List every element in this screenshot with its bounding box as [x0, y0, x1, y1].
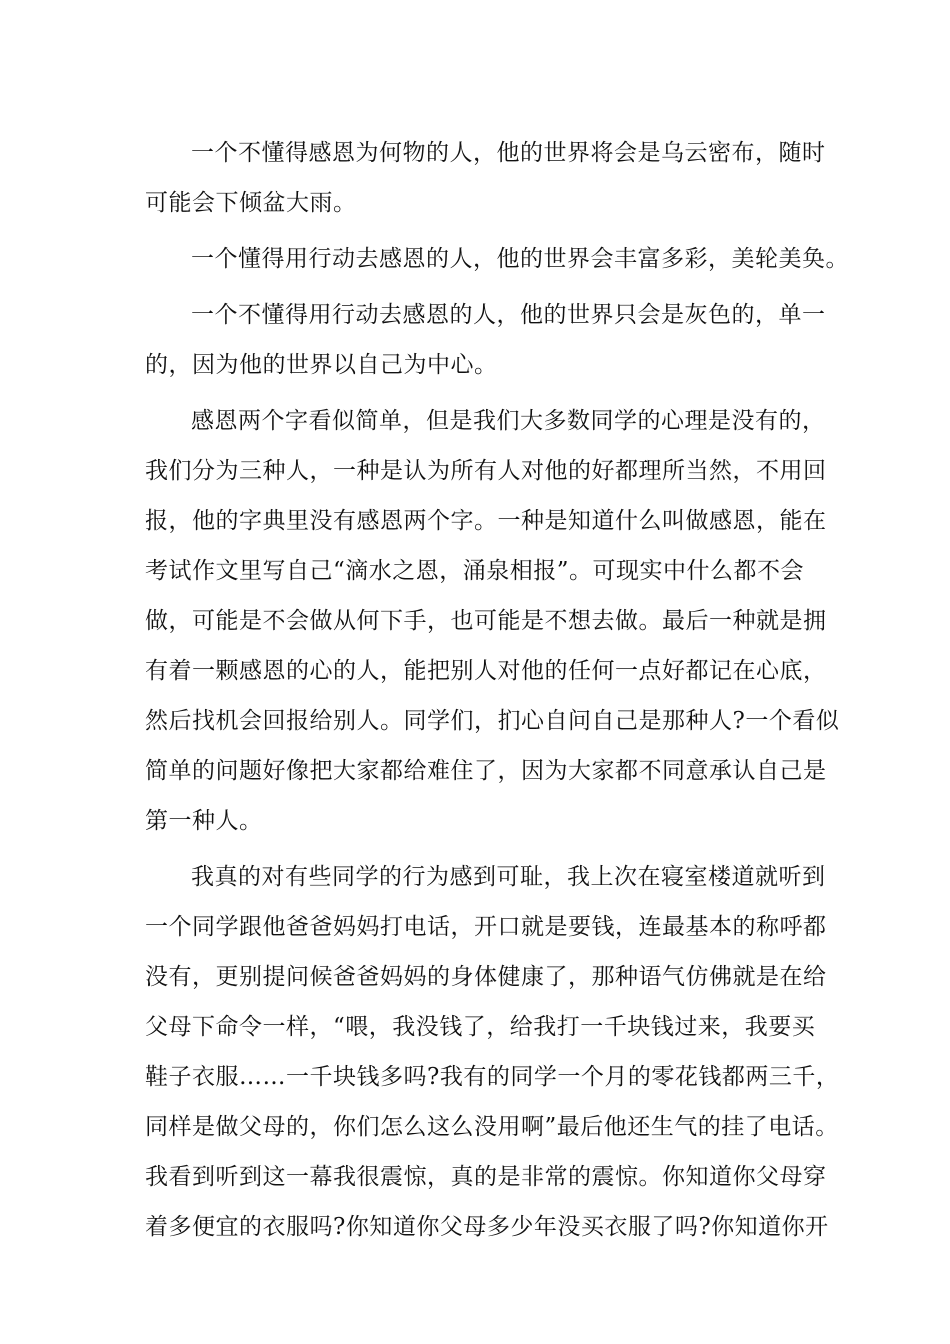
paragraph-line: 没有，更别提问候爸爸妈妈的身体健康了，那种语气仿佛就是在给	[145, 964, 827, 990]
paragraph-4	[145, 396, 840, 846]
paragraph-2	[145, 234, 849, 284]
paragraph-line: 父母下命令一样，“喂，我没钱了，给我打一千块钱过来，我要买	[145, 1014, 816, 1040]
paragraph-line: 我看到听到这一幕我很震惊，真的是非常的震惊。你知道你父母穿	[145, 1164, 827, 1190]
paragraph-line: 的，因为他的世界以自己为中心。	[145, 352, 498, 378]
paragraph-line: 我真的对有些同学的行为感到可耻，我上次在寝室楼道就听到	[191, 864, 826, 890]
paragraph-line: 一个同学跟他爸爸妈妈打电话，开口就是要钱，连最基本的称呼都	[145, 914, 827, 940]
paragraph-line: 第一种人。	[145, 808, 263, 834]
paragraph-1	[145, 128, 825, 228]
document-body	[145, 128, 849, 1252]
paragraph-line: 一个不懂得感恩为何物的人，他的世界将会是乌云密布，随时	[191, 140, 826, 166]
paragraph-line: 报，他的字典里没有感恩两个字。一种是知道什么叫做感恩，能在	[145, 508, 827, 534]
paragraph-line: 可能会下倾盆大雨。	[145, 190, 357, 216]
paragraph-line: 一个懂得用行动去感恩的人，他的世界会丰富多彩，美轮美奂。	[191, 246, 849, 272]
paragraph-line: 着多便宜的衣服吗?你知道你父母多少年没买衣服了吗?你知道你开	[145, 1214, 829, 1240]
paragraph-line: 有着一颗感恩的心的人，能把别人对他的任何一点好都记在心底，	[145, 658, 827, 684]
paragraph-line: 我们分为三种人，一种是认为所有人对他的好都理所当然，不用回	[145, 458, 827, 484]
paragraph-3	[145, 290, 825, 390]
paragraph-line: 同样是做父母的，你们怎么这么没用啊”最后他还生气的挂了电话。	[145, 1114, 839, 1140]
paragraph-line: 考试作文里写自己“滴水之恩，涌泉相报”。可现实中什么都不会	[145, 558, 805, 584]
paragraph-line: 做，可能是不会做从何下手，也可能是不想去做。最后一种就是拥	[145, 608, 827, 634]
paragraph-line: 感恩两个字看似简单，但是我们大多数同学的心理是没有的，	[191, 408, 826, 434]
paragraph-line: 一个不懂得用行动去感恩的人，他的世界只会是灰色的，单一	[191, 302, 826, 328]
paragraph-line: 鞋子衣服……一千块钱多吗?我有的同学一个月的零花钱都两三千，	[145, 1064, 840, 1090]
paragraph-5	[145, 852, 840, 1252]
paragraph-line: 然后找机会回报给别人。同学们，扪心自问自己是那种人?一个看似	[145, 708, 840, 734]
paragraph-line: 简单的问题好像把大家都给难住了，因为大家都不同意承认自己是	[145, 758, 827, 784]
